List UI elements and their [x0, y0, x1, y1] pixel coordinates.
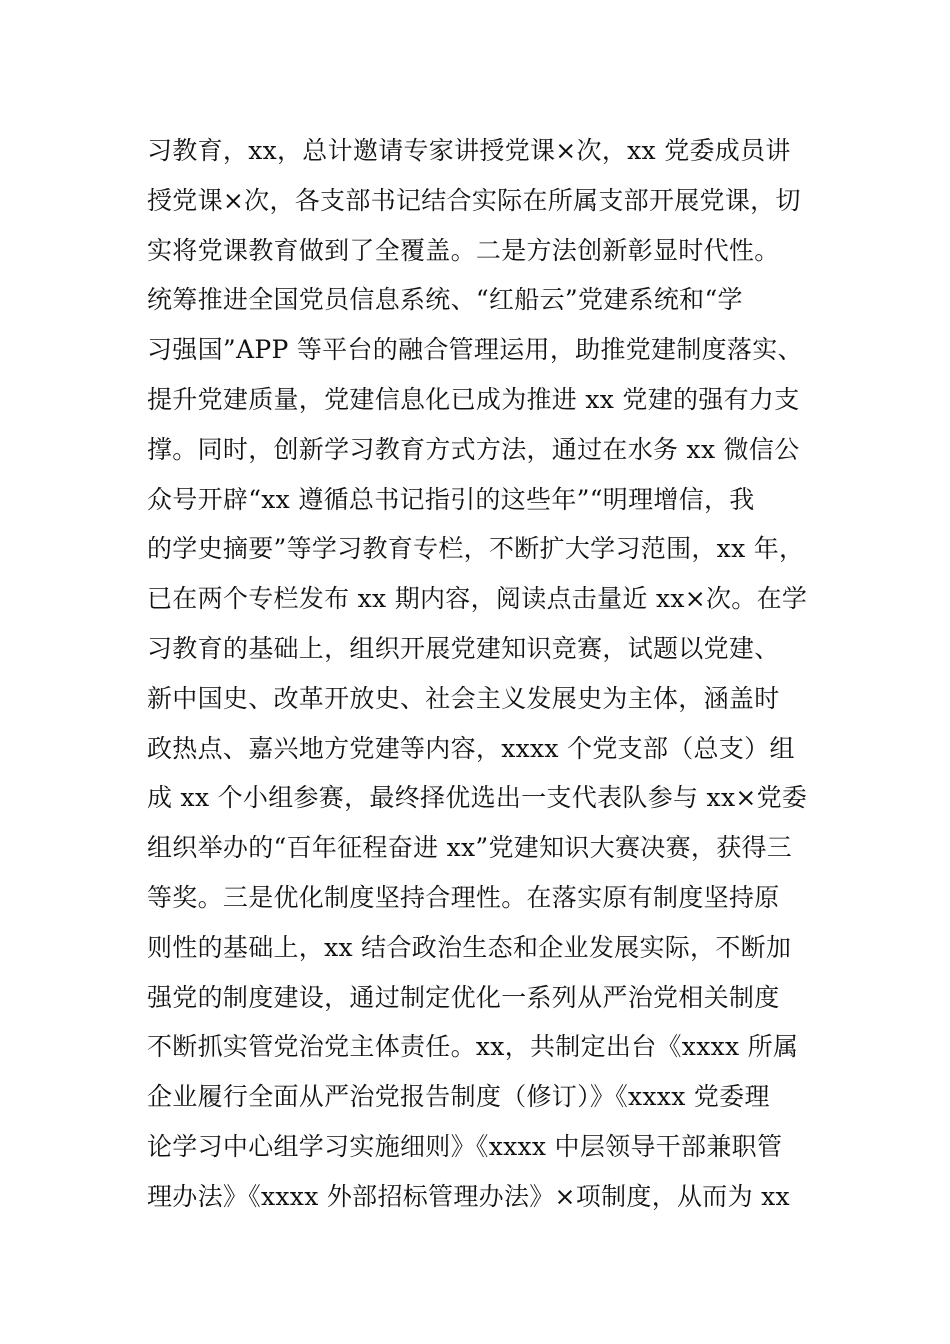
text-line: 企业履行全面从严治党报告制度（修订）》《xxxx 党委理: [147, 1082, 770, 1112]
text-line: 论学习中心组学习实施细则》《xxxx 中层领导干部兼职管: [147, 1131, 783, 1161]
text-line: 理办法》《xxxx 外部招标管理办法》×项制度，从而为 xx: [147, 1181, 790, 1211]
body-text: [147, 126, 847, 1222]
text-line: 的学史摘要”等学习教育专栏，不断扩大学习范围，xx 年，: [147, 534, 805, 564]
text-line: 提升党建质量，党建信息化已成为推进 xx 党建的强有力支: [147, 384, 800, 414]
text-line: 撑。同时，创新学习教育方式方法，通过在水务 xx 微信公: [147, 434, 800, 464]
text-line: 强党的制度建设，通过制定优化一系列从严治党相关制度: [147, 982, 780, 1012]
text-line: 众号开辟“xx 遵循总书记指引的这些年”“明理增信，我: [147, 484, 755, 514]
text-line: 等奖。三是优化制度坚持合理性。在落实原有制度坚持原: [147, 882, 780, 912]
text-line: 新中国史、改革开放史、社会主义发展史为主体，涵盖时: [147, 683, 780, 713]
text-line: 已在两个专栏发布 xx 期内容，阅读点击量近 xx×次。在学: [147, 584, 808, 614]
text-line: 授党课×次，各支部书记结合实际在所属支部开展党课，切: [147, 185, 801, 215]
text-line: 习教育，xx，总计邀请专家讲授党课×次，xx 党委成员讲: [147, 136, 791, 165]
text-line: 统筹推进全国党员信息系统、“红船云”党建系统和“学: [147, 285, 743, 315]
text-line: 习教育的基础上，组织开展党建知识竞赛，试题以党建、: [147, 633, 780, 663]
text-line: 不断抓实管党治党主体责任。xx，共制定出台《xxxx 所属: [147, 1032, 799, 1062]
text-line: 政热点、嘉兴地方党建等内容，xxxx 个党支部（总支）组: [147, 733, 795, 763]
text-line: 习强国”APP 等平台的融合管理运用，助推党建制度落实、: [147, 335, 803, 365]
text-line: 成 xx 个小组参赛，最终择优选出一支代表队参与 xx×党委: [147, 783, 808, 813]
text-line: 实将党课教育做到了全覆盖。二是方法创新彰显时代性。: [147, 235, 780, 265]
text-line: 组织举办的“百年征程奋进 xx”党建知识大赛决赛，获得三: [147, 833, 793, 863]
text-line: 则性的基础上，xx 结合政治生态和企业发展实际，不断加: [147, 932, 792, 962]
